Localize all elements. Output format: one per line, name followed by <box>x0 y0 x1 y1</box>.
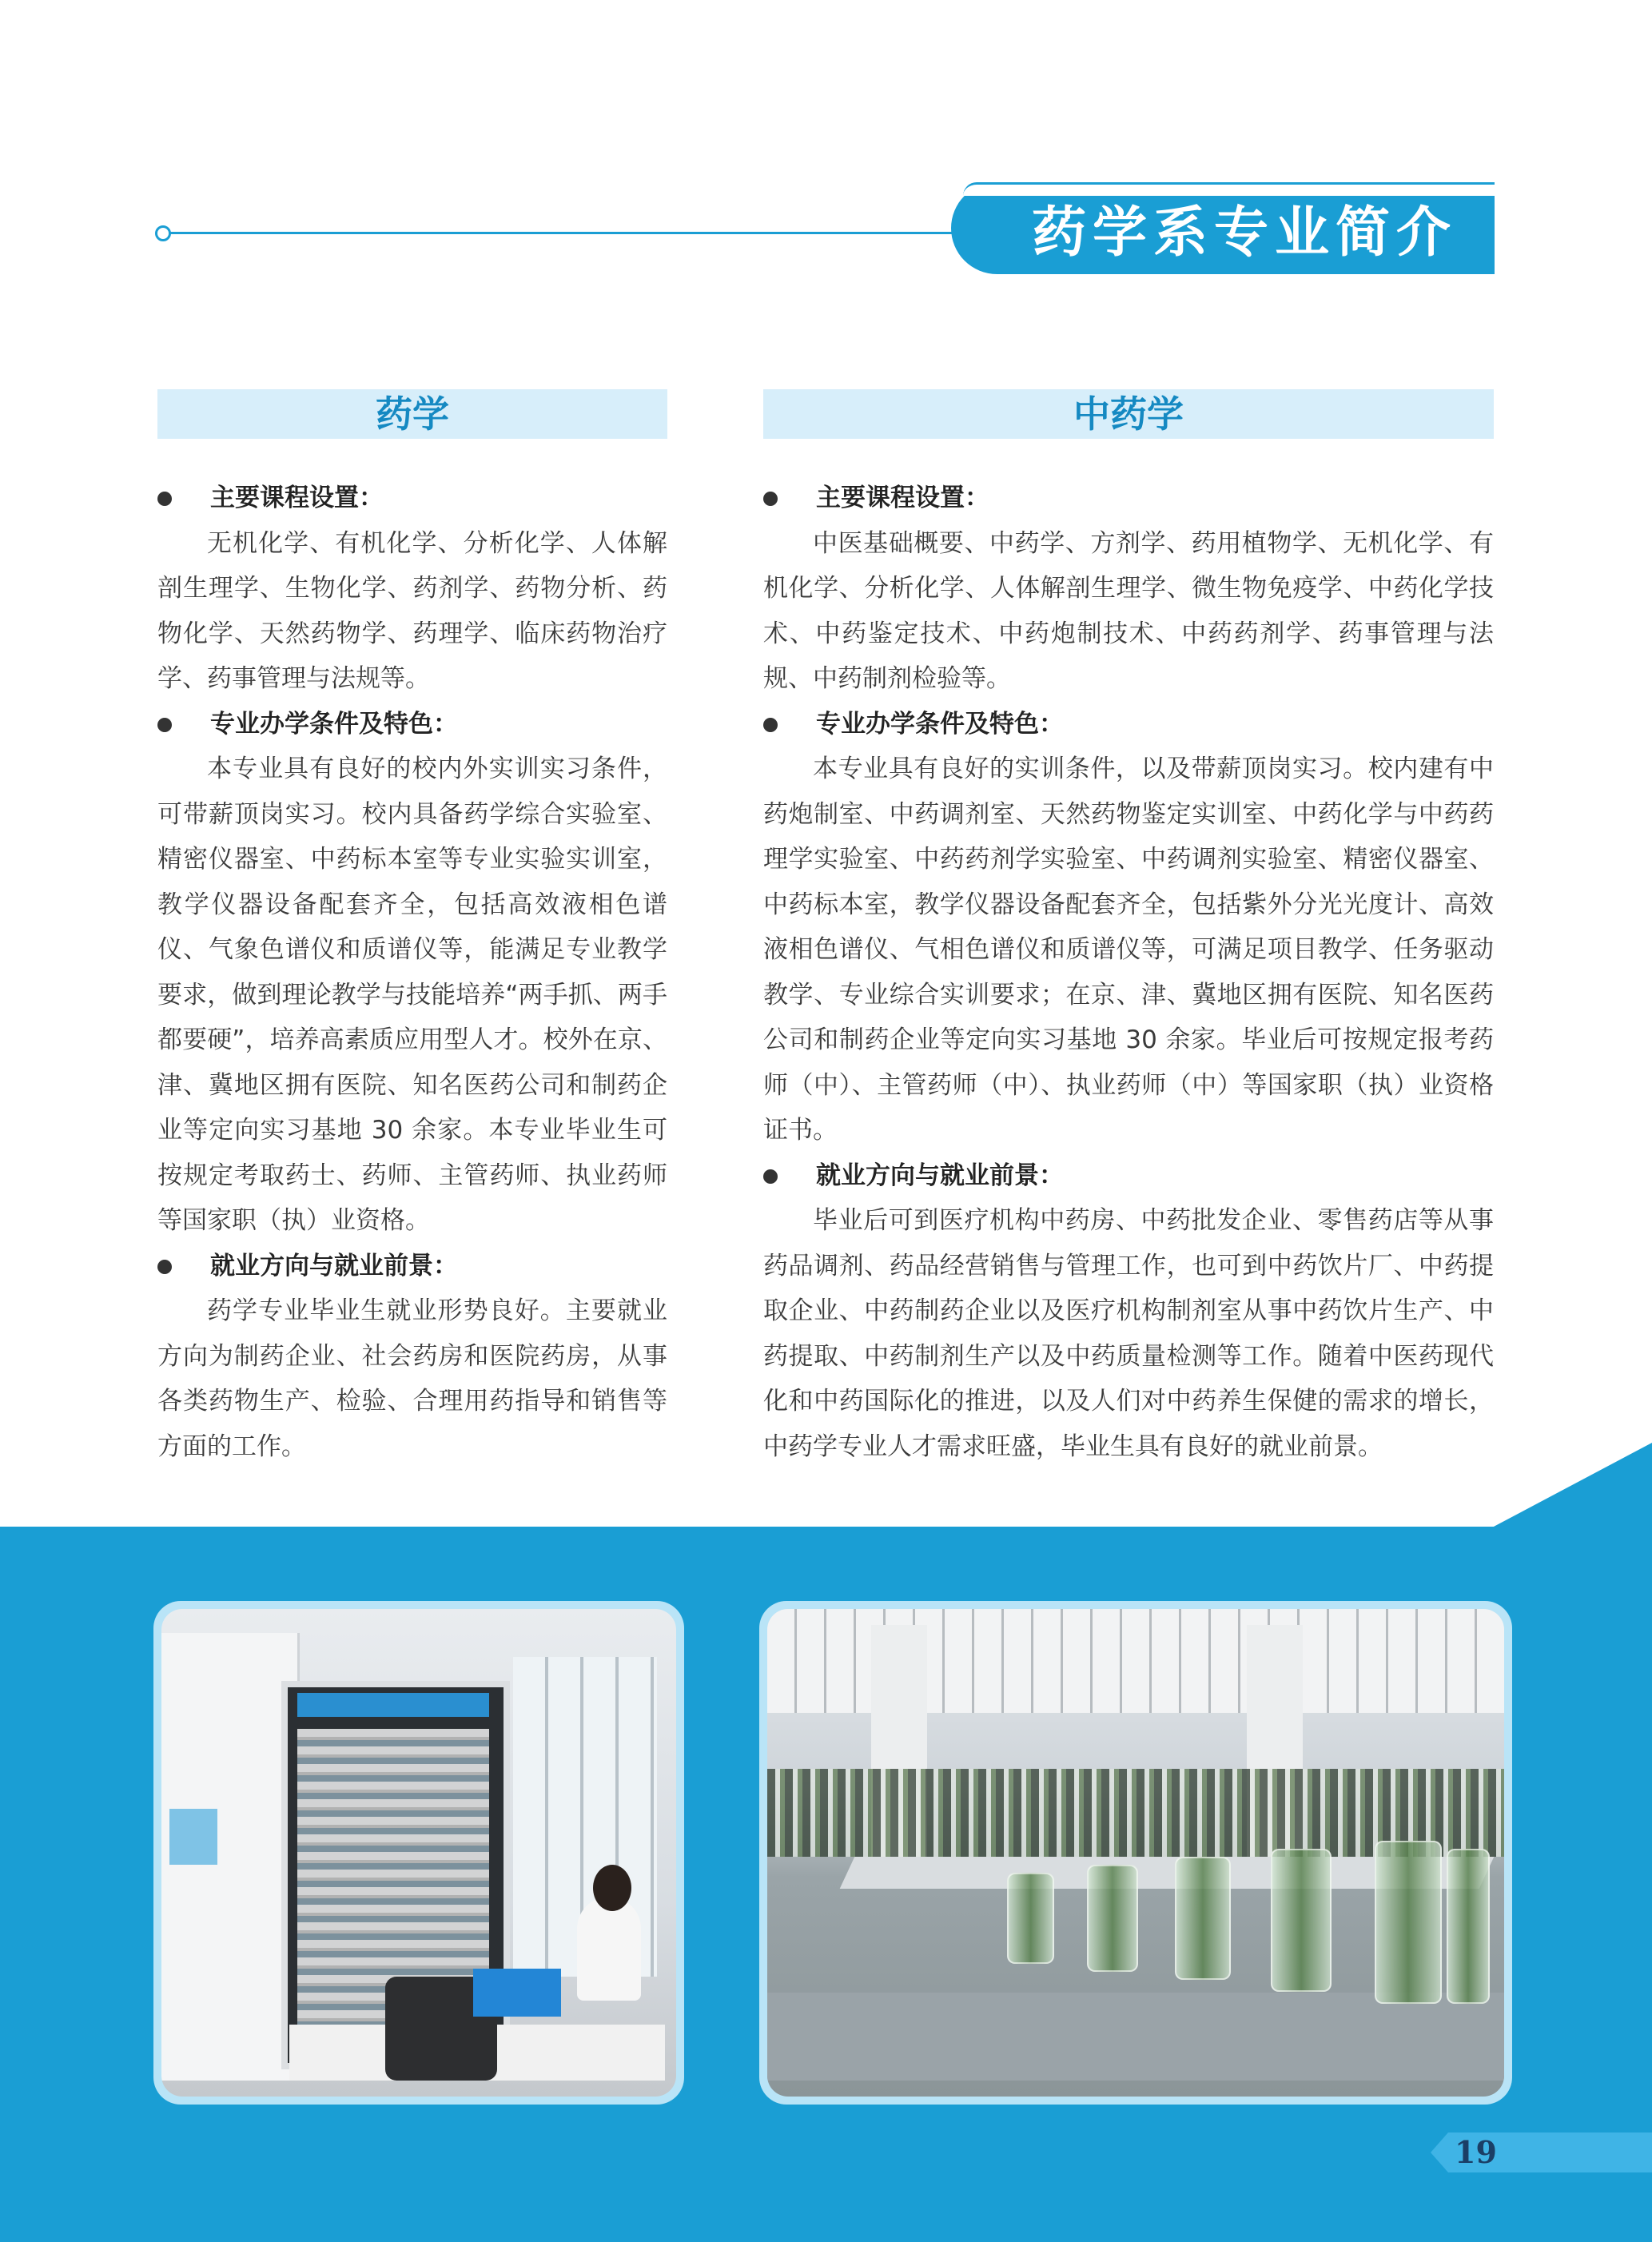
pharmacy-courses-heading: 主要课程设置： <box>157 476 667 521</box>
page-number: 19 <box>1455 2134 1497 2170</box>
tcm-courses-heading: 主要课程设置： <box>763 476 1494 521</box>
bullet-icon <box>763 492 778 506</box>
pharmacy-conditions-text: 本专业具有良好的校内外实训实习条件，可带薪顶岗实习。校内具备药学综合实验室、精密仪器室、中药标本室等专业实验实训室，教学仪器设备配套齐全，包括高效液相色谱仪、气象色谱仪和质谱仪等，能满足专业教学要求，做到理论教学与技能培养“两手抓、两手都要硬”，培养高素质应用型人才。校外在京、津、冀地区拥有医院、知名医药公司和制药企业等定向实习基地 30 余家。本专业毕业生可按规定考取药士、药师、主管药师、执业药师等国家职（执）业资格。 <box>157 755 667 1235</box>
pharmacy-column <box>157 476 667 1469</box>
specimen-jar <box>1375 1841 1442 2004</box>
pharmacy-career-text: 药学专业毕业生就业形势良好。主要就业方向为制药企业、社会药房和医院药房，从事各类药物生产、检验、合理用药指导和销售等方面的工作。 <box>157 1296 667 1461</box>
pharmacy-career-heading: 就业方向与就业前景： <box>157 1244 667 1289</box>
specimen-jar <box>1007 1873 1054 1964</box>
machine-panel <box>169 1809 217 1865</box>
specimen-photo <box>767 1609 1504 2097</box>
specimen-photo-frame <box>759 1601 1512 2105</box>
tcm-career-heading: 就业方向与就业前景： <box>763 1153 1494 1199</box>
header-rule <box>165 232 965 234</box>
bullet-icon <box>763 1169 778 1184</box>
tcm-courses-text: 中医基础概要、中药学、方剂学、药用植物学、无机化学、有机化学、分析化学、人体解剖生理学、微生物免疫学、中药化学技术、中药鉴定技术、中药炮制技术、中药药剂学、药事管理与法规、中药制剂检验等。 <box>763 528 1494 693</box>
tcm-conditions-text: 本专业具有良好的实训条件，以及带薪顶岗实习。校内建有中药炮制室、中药调剂室、天然药物鉴定实训室、中药化学与中药药理学实验室、中药药剂学实验室、中药调剂实验室、精密仪器室、中药标本室，教学仪器设备配套齐全，包括紫外分光光度计、高效液相色谱仪、气相色谱仪和质谱仪等，可满足项目教学、任务驱动教学、专业综合实训要求；在京、津、冀地区拥有医院、知名医药公司和制药企业等定向实习基地 30 余家。毕业后可按规定报考药师（中）、主管药师（中）、执业药师（中）等国家职（执）业资格证书。 <box>763 755 1494 1145</box>
specimen-jar <box>1271 1849 1332 1992</box>
specimen-jar <box>1447 1849 1490 2004</box>
tcm-career-text: 毕业后可到医疗机构中药房、中药批发企业、零售药店等从事药品调剂、药品经营销售与管理工作，也可到中药饮片厂、中药提取企业、中药制药企业以及医疗机构制剂室从事中药饮片生产、中药提取、中药制剂生产以及中药质量检测等工作。随着中医药现代化和中药国际化的推进，以及人们对中药养生保健的需求的增长，中药学专业人才需求旺盛，毕业生具有良好的就业前景。 <box>763 1206 1494 1461</box>
specimen-jar <box>1087 1865 1138 1972</box>
section-title-tcm: 中药学 <box>763 389 1494 439</box>
tcm-conditions-heading: 专业办学条件及特色： <box>763 702 1494 747</box>
bullet-icon <box>157 1260 172 1274</box>
header-rule-dot <box>155 225 171 241</box>
pharmacy-courses-text: 无机化学、有机化学、分析化学、人体解剖生理学、生物化学、药剂学、药物分析、药物化学、天然药物学、药理学、临床药物治疗学、药事管理与法规等。 <box>157 528 667 693</box>
specimen-jar <box>1175 1857 1231 1980</box>
shelf-label-strip <box>297 1693 489 1717</box>
blue-basket <box>473 1969 561 2017</box>
bullet-icon <box>763 718 778 732</box>
section-title-pharmacy: 药学 <box>157 389 667 439</box>
pharmacy-photo-frame <box>153 1601 684 2105</box>
pharmacist <box>577 1897 641 2001</box>
bullet-icon <box>157 492 172 506</box>
band-corner-decoration <box>1492 1443 1652 1527</box>
table-base <box>767 1993 1504 2081</box>
pharmacy-conditions-heading: 专业办学条件及特色： <box>157 702 667 747</box>
bullet-icon <box>157 718 172 732</box>
pharmacist-head <box>593 1865 631 1911</box>
pharmacy-photo <box>161 1609 676 2097</box>
tcm-column <box>763 476 1494 1469</box>
page-title: 药学系专业简介 <box>1031 201 1457 265</box>
